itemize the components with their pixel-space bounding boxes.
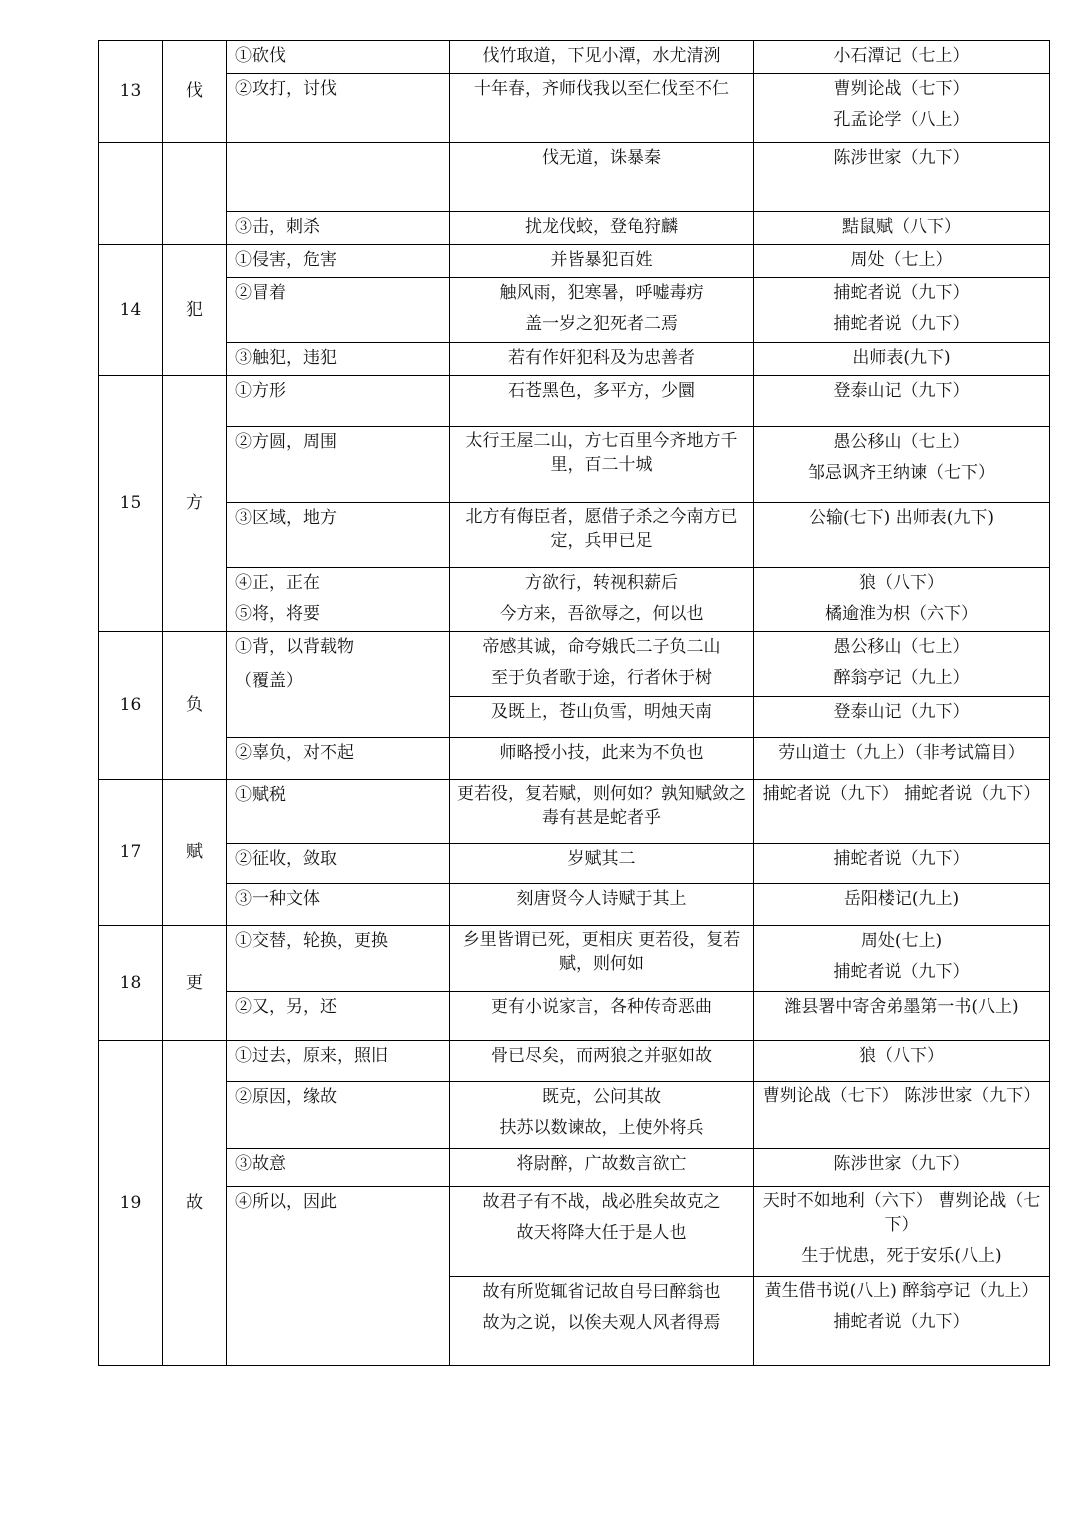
- example-cell: [450, 278, 754, 343]
- table-row: [99, 1082, 1050, 1149]
- source-line: 生于忧患，死于安乐(八上): [801, 1245, 1002, 1266]
- meaning-cell: ②原因，缘故: [227, 1082, 450, 1149]
- table-row: [99, 926, 1050, 992]
- source-line: 醉翁亭记（九上）: [833, 667, 970, 688]
- source-cell: 捕蛇者说（九下）: [754, 844, 1050, 884]
- meaning-cell: ②方圆，周围: [227, 427, 450, 503]
- example-cell: [450, 632, 754, 697]
- meaning-line: ①背，以背载物: [235, 637, 354, 657]
- meaning-cell: ④所以，因此: [227, 1187, 450, 1366]
- example-cell: 伐竹取道，下见小潭，水尤清洌: [450, 41, 754, 74]
- example-line: 盖一岁之犯死者二焉: [525, 313, 678, 334]
- table-row: [99, 245, 1050, 278]
- table-row: [99, 568, 1050, 632]
- table-row: [99, 1187, 1050, 1277]
- meaning-cell: [227, 568, 450, 632]
- table-row: [99, 74, 1050, 143]
- meaning-cell: ②冒着: [227, 278, 450, 343]
- example-cell: [450, 1187, 754, 1277]
- entry-number: 17: [99, 780, 163, 926]
- source-text: 曹刿论战（七下） 陈涉世家（九下）: [762, 1086, 1041, 1106]
- meaning-cell: ②辜负，对不起: [227, 738, 450, 780]
- table-row: [99, 427, 1050, 503]
- table-row: [99, 884, 1050, 926]
- entry-number-empty: [99, 143, 163, 245]
- example-text: 乡里皆谓已死，更相庆 更若役，复若赋，则何如: [462, 930, 741, 974]
- example-cell: [450, 503, 754, 568]
- entry-character: 故: [163, 1041, 227, 1366]
- source-text: 天时不如地利（六下） 曹刿论战（七下）: [762, 1191, 1041, 1235]
- meaning-line: ⑤将，将要: [235, 603, 320, 624]
- entry-number: 15: [99, 376, 163, 632]
- example-cell: 岁赋其二: [450, 844, 754, 884]
- table-row: [99, 632, 1050, 697]
- table-row: [99, 343, 1050, 376]
- source-cell: 陈涉世家（九下）: [754, 1149, 1050, 1187]
- meaning-cell: ①侵害，危害: [227, 245, 450, 278]
- source-cell: [754, 278, 1050, 343]
- example-text: 更若役，复若赋，则何如？孰知赋敛之毒有甚是蛇者乎: [457, 784, 746, 828]
- source-line: 捕蛇者说（九下）: [833, 283, 970, 303]
- source-line: 橘逾淮为枳（六下）: [825, 603, 978, 624]
- table-row: [99, 376, 1050, 427]
- source-cell: [754, 427, 1050, 503]
- example-line: 方欲行，转视积薪后: [525, 573, 678, 593]
- example-cell: 若有作奸犯科及为忠善者: [450, 343, 754, 376]
- source-cell: [754, 1277, 1050, 1366]
- source-cell: [754, 780, 1050, 844]
- source-cell: 小石潭记（七上）: [754, 41, 1050, 74]
- meaning-cell: ③触犯，违犯: [227, 343, 450, 376]
- source-cell: 劳山道士（九上）（非考试篇目）: [754, 738, 1050, 780]
- example-cell: 扰龙伐蛟，登龟狩麟: [450, 212, 754, 245]
- example-cell: 刻唐贤今人诗赋于其上: [450, 884, 754, 926]
- source-cell: 出师表(九下): [754, 343, 1050, 376]
- source-line: 捕蛇者说（九下）: [833, 313, 970, 334]
- table-row: [99, 1149, 1050, 1187]
- example-text: 太行王屋二山，方七百里今齐地方千里，百二十城: [465, 431, 738, 475]
- source-text: 捕蛇者说（九下） 捕蛇者说（九下）: [762, 784, 1041, 804]
- example-cell: 师略授小技，此来为不负也: [450, 738, 754, 780]
- entry-number: 13: [99, 41, 163, 143]
- entry-number: 14: [99, 245, 163, 376]
- example-cell: 石苍黑色，多平方，少圜: [450, 376, 754, 427]
- example-line: 今方来，吾欲辱之，何以也: [499, 603, 704, 624]
- table-row: [99, 992, 1050, 1041]
- entry-number: 16: [99, 632, 163, 780]
- example-line: 帝感其诚，命夸娥氏二子负二山: [482, 637, 721, 657]
- meaning-cell: ①赋税: [227, 780, 450, 844]
- source-line: 狼（八下）: [859, 573, 944, 593]
- source-line: 曹刿论战（七下）: [833, 79, 970, 99]
- entry-character-empty: [163, 143, 227, 245]
- table-row: [99, 844, 1050, 884]
- meaning-cell: ②又，另，还: [227, 992, 450, 1041]
- vocab-table: [98, 40, 1050, 1366]
- source-cell: [754, 1187, 1050, 1277]
- entry-character: 更: [163, 926, 227, 1041]
- table-row: [99, 212, 1050, 245]
- meaning-cell: ③一种文体: [227, 884, 450, 926]
- source-cell: [754, 568, 1050, 632]
- meaning-cell: ③区域，地方: [227, 503, 450, 568]
- entry-character: 方: [163, 376, 227, 632]
- example-cell: 更有小说家言，各种传奇恶曲: [450, 992, 754, 1041]
- example-cell: 骨已尽矣，而两狼之并驱如故: [450, 1041, 754, 1082]
- source-line: 邹忌讽齐王纳谏（七下）: [808, 462, 995, 483]
- example-text: 北方有侮臣者，愿借子杀之今南方已定，兵甲已足: [465, 507, 738, 551]
- source-line: 孔孟论学（八上）: [833, 109, 970, 130]
- example-cell: [450, 1082, 754, 1149]
- example-line: 扶苏以数谏故，上使外将兵: [499, 1117, 704, 1138]
- source-line: 愚公移山（七上）: [833, 432, 970, 452]
- source-cell: 陈涉世家（九下）: [754, 143, 1050, 212]
- source-cell: 周处（七上）: [754, 245, 1050, 278]
- example-line: 触风雨，犯寒暑，呼嘘毒疠: [499, 283, 704, 303]
- source-text: 黄生借书说(八上) 醉翁亭记（九上）: [764, 1281, 1039, 1301]
- meaning-cell-empty: [227, 143, 450, 212]
- source-cell: [754, 632, 1050, 697]
- source-line: 捕蛇者说（九下）: [833, 1311, 970, 1332]
- entry-character: 负: [163, 632, 227, 780]
- example-cell: 伐无道，诛暴秦: [450, 143, 754, 212]
- example-line: 故天将降大任于是人也: [516, 1222, 687, 1243]
- table-row: [99, 503, 1050, 568]
- source-cell: [754, 926, 1050, 992]
- example-line: 故有所览辄省记故自号曰醉翁也: [482, 1282, 721, 1302]
- meaning-cell: ①交替，轮换，更换: [227, 926, 450, 992]
- entry-number: 19: [99, 1041, 163, 1366]
- source-cell: 登泰山记（九下）: [754, 376, 1050, 427]
- entry-character: 伐: [163, 41, 227, 143]
- entry-number: 18: [99, 926, 163, 1041]
- table-row: [99, 1041, 1050, 1082]
- example-line: 故君子有不战，战必胜矣故克之: [482, 1192, 721, 1212]
- table-row: [99, 143, 1050, 212]
- meaning-cell: ③故意: [227, 1149, 450, 1187]
- meaning-cell: ②攻打，讨伐: [227, 74, 450, 143]
- meaning-cell: ①方形: [227, 376, 450, 427]
- table-row: [99, 780, 1050, 844]
- meaning-note: （覆盖）: [235, 670, 303, 691]
- example-cell: [450, 780, 754, 844]
- table-row: [99, 738, 1050, 780]
- meaning-cell: ③击，刺杀: [227, 212, 450, 245]
- example-cell: 并皆暴犯百姓: [450, 245, 754, 278]
- example-cell: [450, 427, 754, 503]
- source-cell: 黠鼠赋（八下）: [754, 212, 1050, 245]
- example-cell: [450, 568, 754, 632]
- meaning-cell: ①砍伐: [227, 41, 450, 74]
- example-line: 既克，公问其故: [542, 1087, 661, 1107]
- source-cell: 登泰山记（九下）: [754, 697, 1050, 738]
- example-cell: 十年春，齐师伐我以至仁伐至不仁: [450, 74, 754, 143]
- meaning-line: ④正，正在: [235, 573, 320, 593]
- source-cell: [754, 74, 1050, 143]
- example-cell: 及既上，苍山负雪，明烛天南: [450, 697, 754, 738]
- meaning-cell: ②征收，敛取: [227, 844, 450, 884]
- meaning-cell: [227, 632, 450, 738]
- example-cell: [450, 926, 754, 992]
- source-line: 愚公移山（七上）: [833, 637, 970, 657]
- source-line: 捕蛇者说（九下）: [833, 961, 970, 982]
- source-cell: 岳阳楼记(九上): [754, 884, 1050, 926]
- source-cell: [754, 1082, 1050, 1149]
- example-line: 至于负者歌于途，行者休于树: [491, 667, 712, 688]
- entry-character: 赋: [163, 780, 227, 926]
- source-cell: 狼（八下）: [754, 1041, 1050, 1082]
- meaning-cell: ①过去，原来，照旧: [227, 1041, 450, 1082]
- source-cell: 公输(七下) 出师表(九下): [754, 503, 1050, 568]
- example-line: 故为之说，以俟夫观人风者得焉: [482, 1312, 721, 1333]
- source-cell: 潍县署中寄舍弟墨第一书(八上): [754, 992, 1050, 1041]
- table-row: [99, 278, 1050, 343]
- source-line: 周处(七上): [860, 931, 943, 951]
- entry-character: 犯: [163, 245, 227, 376]
- example-cell: 将尉醉，广故数言欲亡: [450, 1149, 754, 1187]
- table-row: [99, 41, 1050, 74]
- example-cell: [450, 1277, 754, 1366]
